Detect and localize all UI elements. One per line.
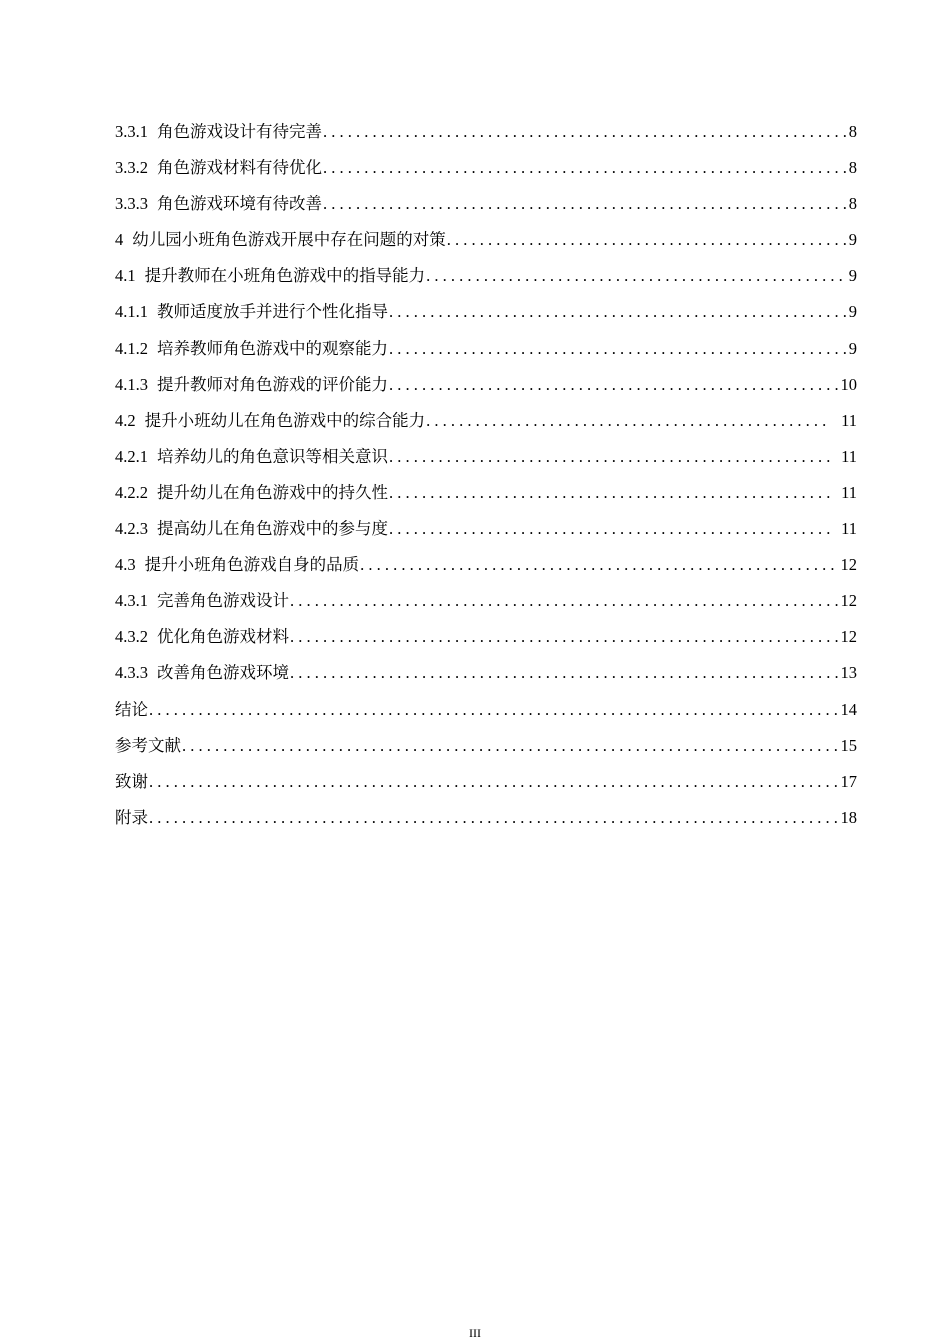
toc-entry-page: 12 — [840, 555, 857, 575]
toc-entry-title: 提升小班幼儿在角色游戏中的综合能力 — [144, 410, 426, 430]
toc-entry[interactable] — [115, 587, 857, 623]
toc-dot-leader — [360, 551, 838, 579]
toc-entry-number: 4.3.3 — [115, 663, 148, 683]
toc-entry[interactable] — [115, 118, 857, 154]
toc-entry-title: 改善角色游戏环境 — [157, 663, 289, 683]
toc-entry-page: 12 — [840, 591, 857, 611]
toc-entry-page: 12 — [840, 627, 857, 647]
toc-entry-title: 附录 — [115, 807, 148, 827]
toc-entry-title: 提高幼儿在角色游戏中的参与度 — [157, 519, 388, 539]
toc-entry-page: 11 — [841, 410, 857, 430]
toc-entry-number: 4.3 — [115, 555, 136, 575]
toc-dot-leader — [323, 190, 846, 218]
toc-dot-leader — [323, 154, 846, 182]
toc-entry[interactable] — [115, 659, 857, 695]
toc-entry-page: 14 — [840, 699, 857, 719]
toc-entry[interactable] — [115, 154, 857, 190]
toc-entry[interactable] — [115, 335, 857, 371]
toc-entry-number: 3.3.3 — [115, 194, 148, 214]
toc-entry-title: 结论 — [115, 699, 148, 719]
toc-entry[interactable] — [115, 443, 857, 479]
toc-dot-leader — [389, 371, 839, 399]
toc-entry-title: 角色游戏环境有待改善 — [157, 194, 322, 214]
toc-entry-page: 9 — [848, 338, 857, 358]
toc-entry-title: 提升幼儿在角色游戏中的持久性 — [157, 482, 388, 502]
toc-entry-title: 参考文献 — [115, 735, 181, 755]
toc-entry-title: 角色游戏材料有待优化 — [157, 158, 322, 178]
toc-entry-number: 4.1.3 — [115, 374, 148, 394]
toc-entry[interactable] — [115, 262, 857, 298]
toc-entry[interactable] — [115, 407, 857, 443]
toc-dot-leader — [323, 118, 846, 146]
toc-entry-number: 4.1.2 — [115, 338, 148, 358]
toc-entry-page: 9 — [848, 302, 857, 322]
toc-dot-leader — [389, 479, 831, 507]
toc-dot-leader — [426, 407, 831, 435]
toc-entry-page: 17 — [840, 771, 857, 791]
toc-dot-leader — [426, 262, 846, 290]
toc-entry[interactable] — [115, 732, 857, 768]
toc-entry[interactable] — [115, 551, 857, 587]
toc-entry-page: 13 — [840, 663, 857, 683]
toc-entry-title: 幼儿园小班角色游戏开展中存在问题的对策 — [132, 230, 446, 250]
toc-dot-leader — [389, 298, 846, 326]
toc-dot-leader — [389, 443, 831, 471]
toc-entry-title: 培养教师角色游戏中的观察能力 — [157, 338, 388, 358]
toc-dot-leader — [389, 515, 831, 543]
toc-dot-leader — [389, 335, 846, 363]
toc-entry-page: 11 — [841, 446, 857, 466]
toc-entry-number: 4.1.1 — [115, 302, 148, 322]
toc-entry-title: 优化角色游戏材料 — [157, 627, 289, 647]
toc-dot-leader — [447, 226, 846, 254]
toc-entry[interactable] — [115, 371, 857, 407]
toc-dot-leader — [149, 696, 839, 724]
toc-entry-number: 4.2 — [115, 410, 136, 430]
toc-entry-title: 完善角色游戏设计 — [157, 591, 289, 611]
toc-entry-title: 提升教师对角色游戏的评价能力 — [157, 374, 388, 394]
toc-entry-page: 8 — [848, 194, 857, 214]
toc-entry-number: 3.3.2 — [115, 158, 148, 178]
toc-entry-title: 提升小班角色游戏自身的品质 — [144, 555, 360, 575]
toc-dot-leader — [149, 804, 839, 832]
toc-entry-page: 9 — [848, 266, 857, 286]
toc-entry-page: 11 — [841, 482, 857, 502]
toc-entry-number: 4.1 — [115, 266, 136, 286]
table-of-contents — [115, 118, 857, 840]
toc-entry-title: 提升教师在小班角色游戏中的指导能力 — [144, 266, 426, 286]
toc-dot-leader — [290, 587, 839, 615]
toc-entry[interactable] — [115, 479, 857, 515]
toc-dot-leader — [149, 768, 839, 796]
toc-entry[interactable] — [115, 768, 857, 804]
toc-entry-page: 10 — [840, 374, 857, 394]
toc-entry-page: 8 — [848, 122, 857, 141]
toc-entry[interactable] — [115, 515, 857, 551]
toc-entry-title: 角色游戏设计有待完善 — [157, 122, 322, 141]
toc-entry-title: 教师适度放手并进行个性化指导 — [157, 302, 388, 322]
toc-entry-title: 培养幼儿的角色意识等相关意识 — [157, 446, 388, 466]
toc-entry-page: 18 — [840, 807, 857, 827]
toc-entry-number: 4.2.1 — [115, 446, 148, 466]
toc-dot-leader — [182, 732, 839, 760]
toc-entry-page: 11 — [841, 519, 857, 539]
toc-entry-number: 4.2.3 — [115, 519, 148, 539]
toc-entry[interactable] — [115, 190, 857, 226]
toc-entry[interactable] — [115, 804, 857, 840]
toc-entry[interactable] — [115, 226, 857, 262]
toc-entry-page: 8 — [848, 158, 857, 178]
toc-entry-number: 3.3.1 — [115, 122, 148, 141]
toc-entry-number: 4.2.2 — [115, 482, 148, 502]
toc-entry[interactable] — [115, 298, 857, 334]
page-number: III — [469, 1326, 481, 1340]
toc-entry-number: 4 — [115, 230, 124, 250]
toc-entry[interactable] — [115, 623, 857, 659]
toc-entry-number: 4.3.2 — [115, 627, 148, 647]
toc-entry-title: 致谢 — [115, 771, 148, 791]
toc-entry-page: 9 — [848, 230, 857, 250]
toc-dot-leader — [290, 659, 839, 687]
toc-entry-page: 15 — [840, 735, 857, 755]
toc-entry-number: 4.3.1 — [115, 591, 148, 611]
toc-dot-leader — [290, 623, 839, 651]
toc-entry[interactable] — [115, 696, 857, 732]
